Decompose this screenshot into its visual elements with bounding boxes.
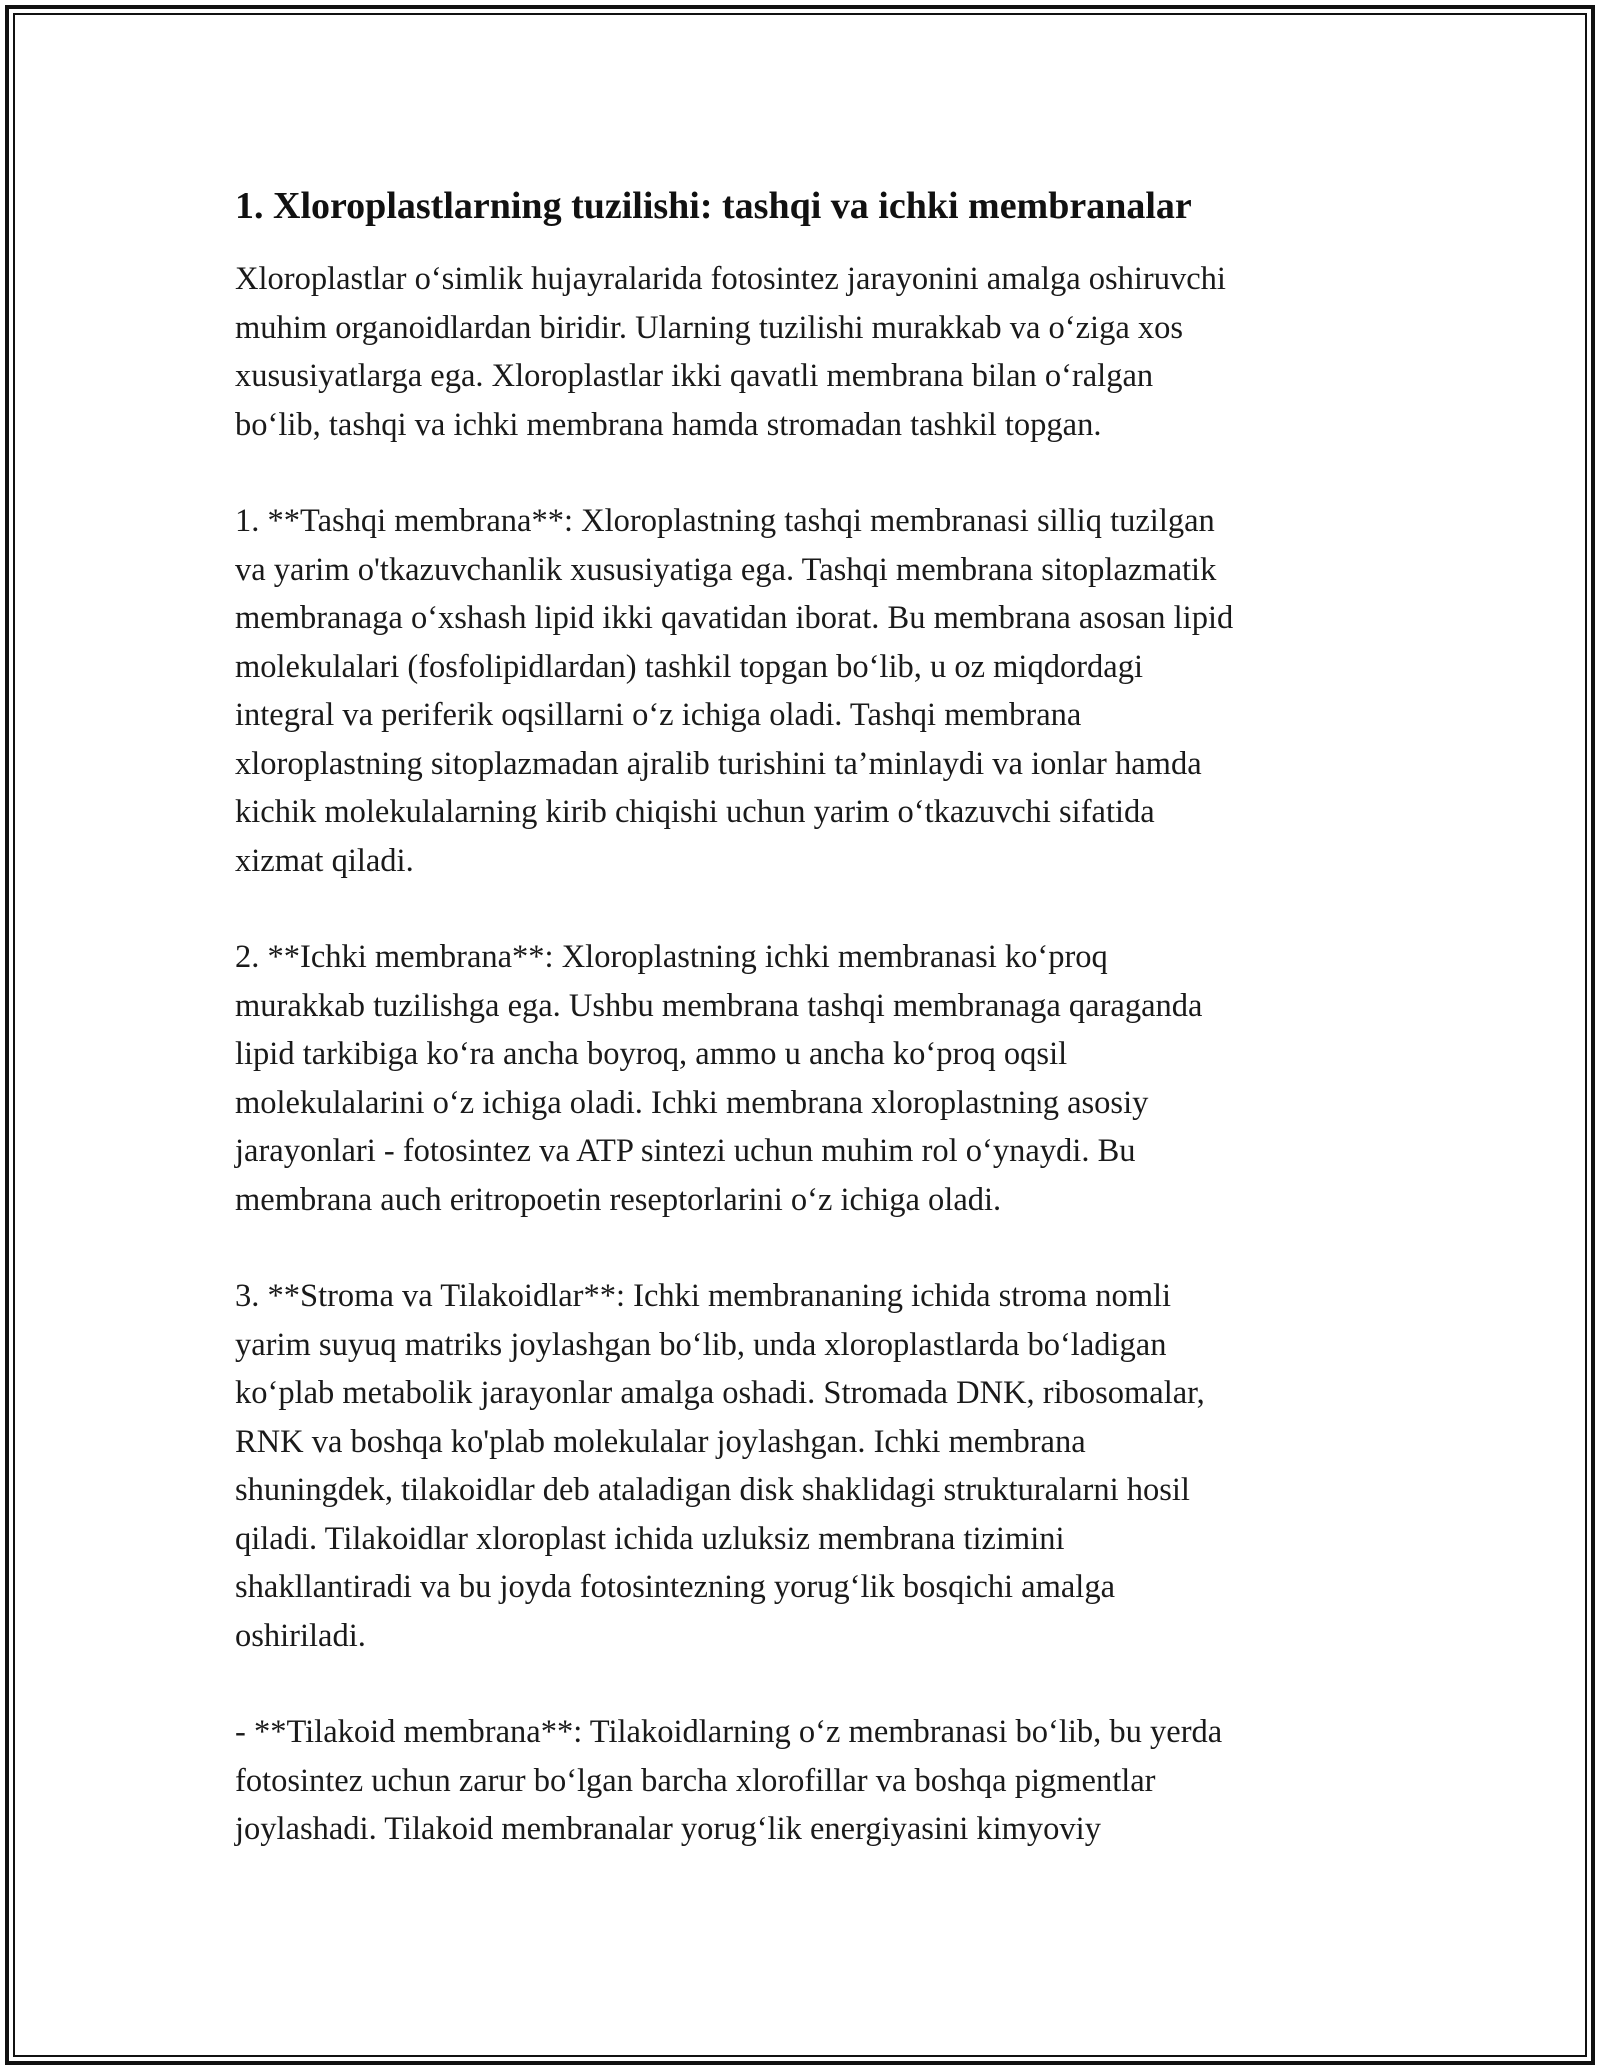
stroma-thylakoid-paragraph: 3. **Stroma va Tilakoidlar**: Ichki membrananing ichida stroma nomli yarim suyuq matriks joylashgan bo‘lib, unda xloroplastlarda bo‘ladigan ko‘plab metabolik jarayonlar amalga oshadi. Stromada DNK, ribosomalar, RNK va boshqa ko'plab molekulalar joylashgan. Ichki membrana shuningdek, tilakoidlar deb ataladigan disk shaklidagi strukturalarni hosil qiladi. Tilakoidlar xloroplast ichida uzluksiz membrana tizimini shakllantiradi va bu joyda fotosintezning yorug‘lik bosqichi amalga oshiriladi. [235,1278,1205,1654]
inner-membrane-paragraph: 2. **Ichki membrana**: Xloroplastning ichki membranasi ko‘proq murakkab tuzilishga ega. Ushbu membrana tashqi membranaga qaraganda lipid tarkibiga ko‘ra ancha boyroq, ammo u ancha ko‘proq oqsil molekulalarini o‘z ichiga oladi. Ichki membrana xloroplastning asosiy jarayonlari - fotosintez va ATP sintezi uchun muhim rol o‘ynaydi. Bu membrana auch eritropoetin reseptorlarini o‘z ichiga oladi. [235,939,1203,1218]
document-body [235,180,1385,1902]
thylakoid-membrane-paragraph: - **Tilakoid membrana**: Tilakoidlarning o‘z membranasi bo‘lib, bu yerda fotosintez uchun zarur bo‘lgan barcha xlorofillar va boshqa pigmentlar joylashadi. Tilakoid membranalar yorug‘lik energiyasini kimyoviy [235,1714,1223,1848]
outer-membrane-paragraph: 1. **Tashqi membrana**: Xloroplastning tashqi membranasi silliq tuzilgan va yarim o'tkazuvchanlik xususiyatiga ega. Tashqi membrana sitoplazmatik membranaga o‘xshash lipid ikki qavatidan iborat. Bu membrana asosan lipid molekulalari (fosfolipidlardan) tashkil topgan bo‘lib, u oz miqdordagi integral va periferik oqsillarni o‘z ichiga oladi. Tashqi membrana xloroplastning sitoplazmadan ajralib turishini ta’minlaydi va ionlar hamda kichik molekulalarning kirib chiqishi uchun yarim o‘tkazuvchi sifatida xizmat qiladi. [235,503,1234,879]
section-heading: 1. Xloroplastlarning tuzilishi: tashqi va ichki membranalar [235,185,1192,227]
intro-paragraph: Xloroplastlar o‘simlik hujayralarida fotosintez jarayonini amalga oshiruvchi muhim organoidlardan biridir. Ularning tuzilishi murakkab va o‘ziga xos xususiyatlarga ega. Xloroplastlar ikki qavatli membrana bilan o‘ralgan bo‘lib, tashqi va ichki membrana hamda stromadan tashkil topgan. [235,261,1226,443]
